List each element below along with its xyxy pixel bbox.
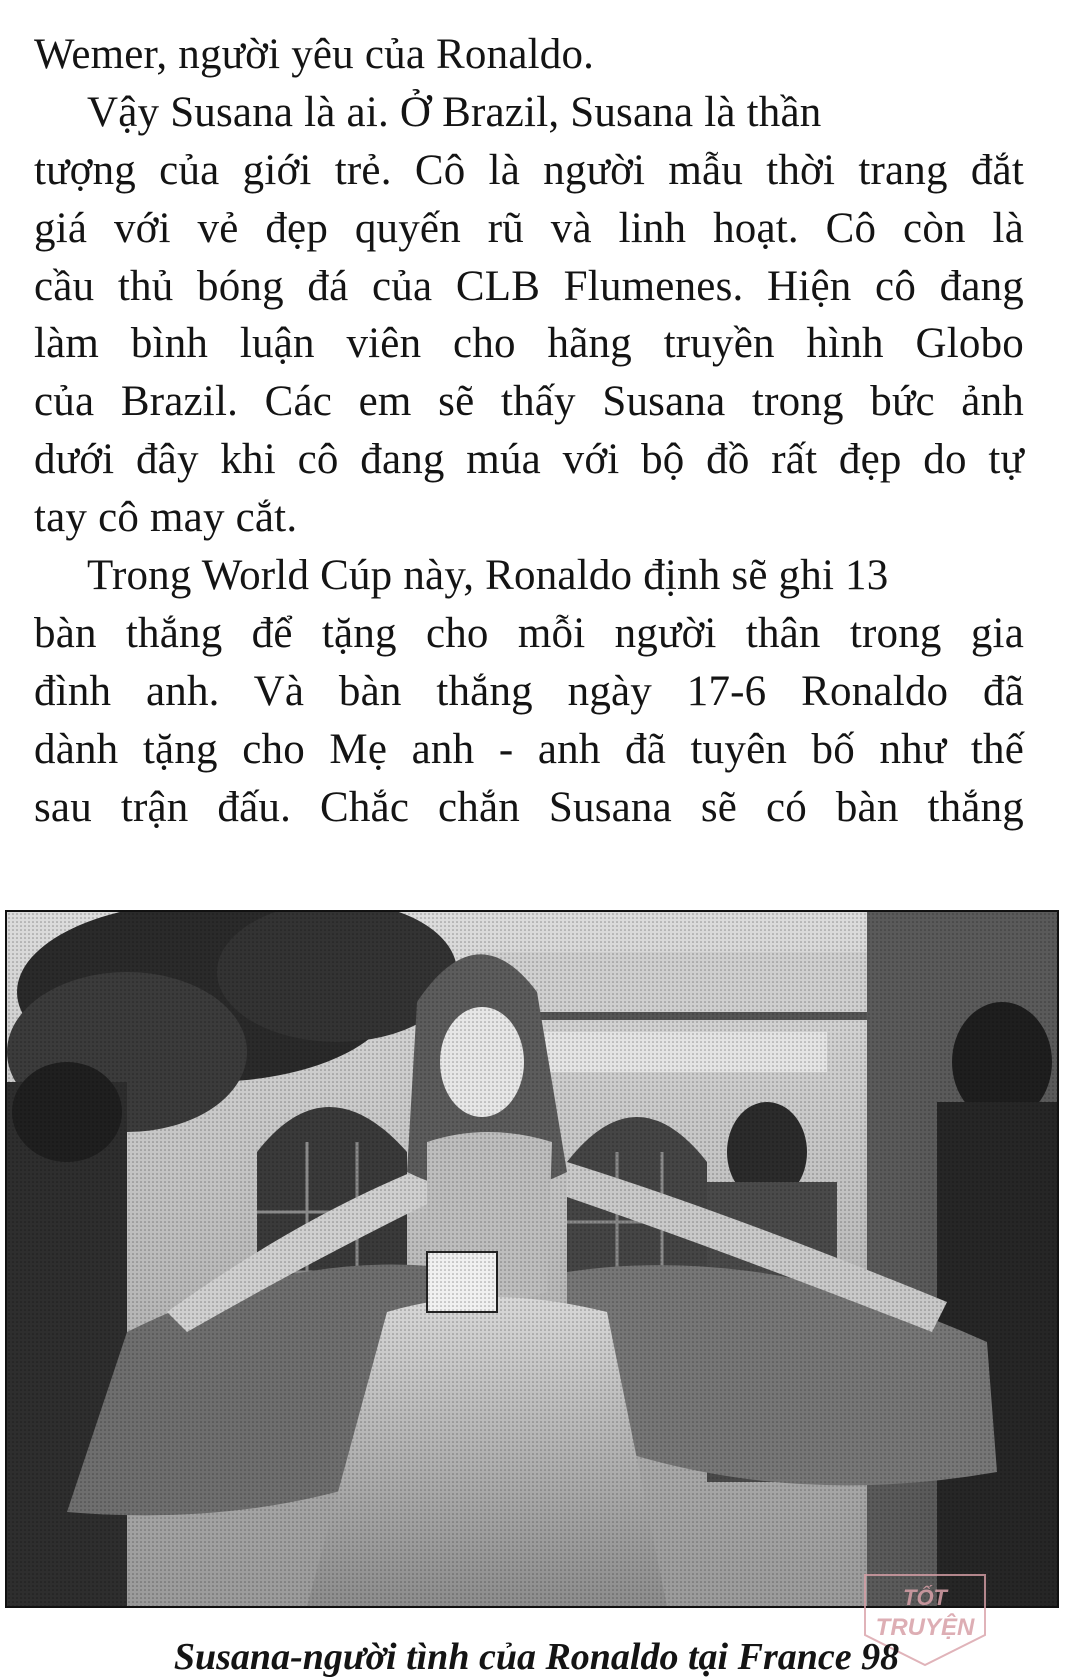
- text-line: Wemer, người yêu của Ronaldo.: [34, 31, 595, 78]
- text-line: Vậy Susana là ai. Ở Brazil, Susana là thần: [87, 88, 822, 136]
- text-line: của Brazil. Các em sẽ thấy Susana trong bức ảnh: [34, 378, 1024, 426]
- text-line: dành tặng cho Mẹ anh - anh đã tuyên bố như thế: [34, 725, 1024, 773]
- text-line: dưới đây khi cô đang múa với bộ đồ rất đẹp do tự: [34, 436, 1024, 484]
- text-line: cầu thủ bóng đá của CLB Flumenes. Hiện cô đang: [34, 262, 1024, 310]
- text-line: đình anh. Và bàn thắng ngày 17-6 Ronaldo đã: [34, 667, 1024, 715]
- text-line: tượng của giới trẻ. Cô là người mẫu thời trang đắt: [34, 146, 1024, 194]
- news-photo: [5, 910, 1059, 1608]
- text-line: Trong World Cúp này, Ronaldo định sẽ ghi 13: [87, 552, 889, 600]
- text-line: sau trận đấu. Chắc chắn Susana sẽ có bàn thắng: [34, 783, 1024, 831]
- article-body: [34, 26, 1024, 836]
- text-line: làm bình luận viên cho hãng truyền hình Globo: [34, 320, 1024, 368]
- watermark-line2: TRUYỆN: [875, 1614, 975, 1641]
- text-line: tay cô may cắt.: [34, 494, 298, 542]
- watermark-line1: TỐT: [903, 1585, 947, 1610]
- photo-caption: Susana-người tình của Ronaldo tại France 98: [173, 1636, 900, 1678]
- text-line: bàn thắng để tặng cho mỗi người thân trong gia: [34, 609, 1024, 657]
- photo-illustration: [7, 912, 1057, 1606]
- text-line: giá với vẻ đẹp quyến rũ và linh hoạt. Cô còn là: [34, 204, 1024, 252]
